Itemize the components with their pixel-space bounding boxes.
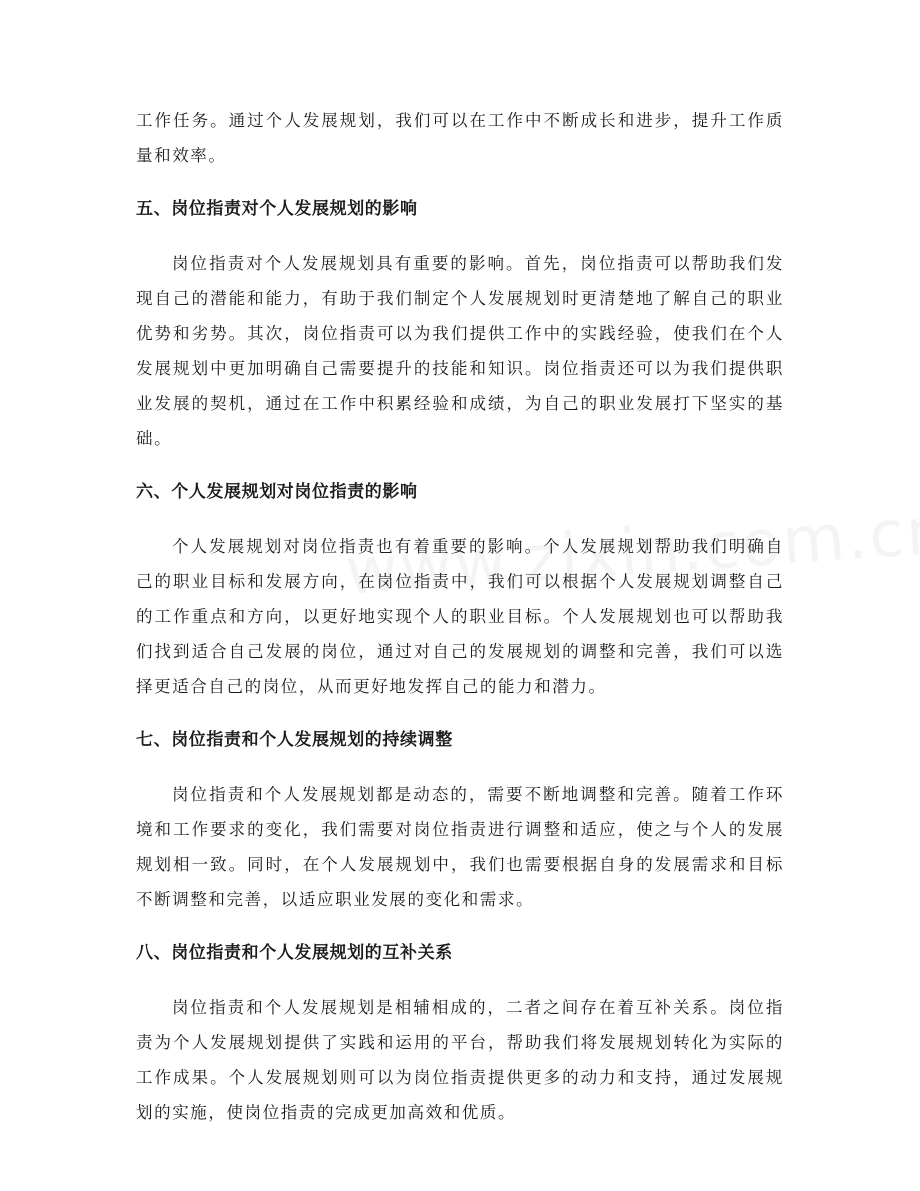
- section-heading-7: 七、岗位指责和个人发展规划的持续调整: [136, 730, 453, 750]
- section-heading-6: 六、个人发展规划对岗位指责的影响: [136, 482, 418, 502]
- section-body-5: 岗位指责对个人发展规划具有重要的影响。首先，岗位指责可以帮助我们发现自己的潜能和能力，有助于我们制定个人发展规划时更清楚地了解自己的职业优势和劣势。其次，岗位指责可以为我们提供工作中的实践经验，使我们在个人发展规划中更加明确自己需要提升的技能和知识。岗位指责还可以为我们提供职业发展的契机，通过在工作中积累经验和成绩，为自己的职业发展打下坚实的基础。: [136, 254, 784, 448]
- section-heading-5: 五、岗位指责对个人发展规划的影响: [136, 199, 418, 219]
- section-body-7: 岗位指责和个人发展规划都是动态的，需要不断地调整和完善。随着工作环境和工作要求的变化，我们需要对岗位指责进行调整和适应，使之与个人的发展规划相一致。同时，在个人发展规划中，我们也需要根据自身的发展需求和目标不断调整和完善，以适应职业发展的变化和需求。: [136, 785, 784, 909]
- intro-paragraph: 工作任务。通过个人发展规划，我们可以在工作中不断成长和进步，提升工作质量和效率。: [136, 111, 784, 165]
- section-body-8: 岗位指责和个人发展规划是相辅相成的，二者之间存在着互补关系。岗位指责为个人发展规划提供了实践和运用的平台，帮助我们将发展规划转化为实际的工作成果。个人发展规划则可以为岗位指责提供更多的动力和支持，通过发展规划的实施，使岗位指责的完成更加高效和优质。: [136, 998, 784, 1122]
- section-heading-8: 八、岗位指责和个人发展规划的互补关系: [136, 943, 453, 963]
- section-body-6: 个人发展规划对岗位指责也有着重要的影响。个人发展规划帮助我们明确自己的职业目标和发展方向，在岗位指责中，我们可以根据个人发展规划调整自己的工作重点和方向，以更好地实现个人的职业目标。个人发展规划也可以帮助我们找到适合自己发展的岗位，通过对自己的发展规划的调整和完善，我们可以选择更适合自己的岗位，从而更好地发挥自己的能力和潜力。: [136, 537, 784, 696]
- document-body: [136, 103, 784, 1130]
